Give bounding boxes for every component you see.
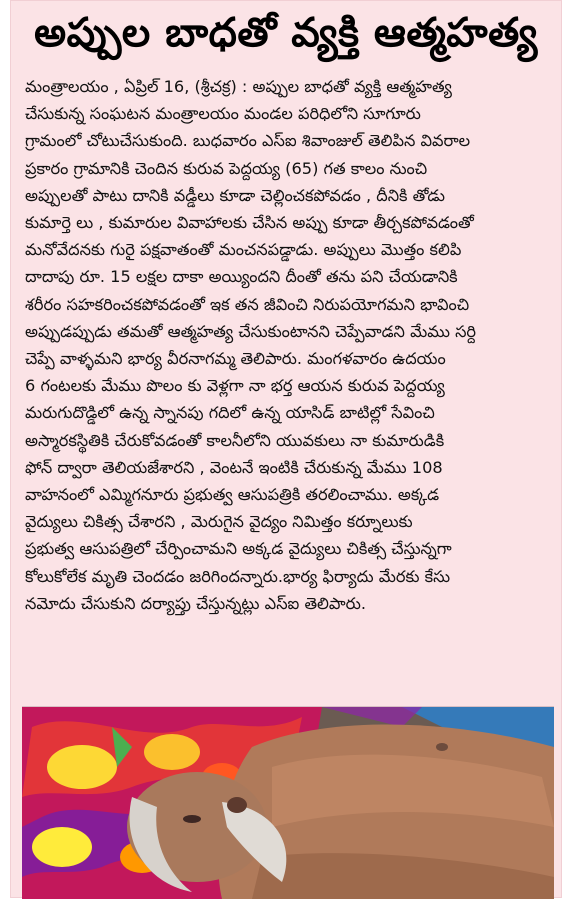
news-photo xyxy=(22,706,554,899)
article-line: వాహనంలో ఎమ్మిగనూరు ప్రభుత్వ ఆసుపత్రికి తరలించాము. అక్కడ xyxy=(25,485,440,505)
article-line: ఫోన్ ద్వారా తెలియజేశారని , వెంటనే ఇంటికి చేరుకున్న మేము 108 xyxy=(25,457,443,477)
article-line: గ్రామంలో చోటుచేసుకుంది. బుధవారం ఎస్ఐ శివాంజుల్ తెలిపిన వివరాల xyxy=(25,131,471,151)
article-line: ప్రభుత్వ ఆసుపత్రిలో చేర్పించామని అక్కడ వైద్యులు చికిత్స చేస్తున్నగా xyxy=(25,539,452,559)
article-line: అప్పుడప్పుడు తమతో ఆత్మహత్య చేసుకుంటానని చెప్పేవాడని మేము సర్ది xyxy=(25,321,477,341)
article-line: వైద్యులు చికిత్స చేశారని , మెరుగైన వైద్యం నిమిత్తం కర్నూలుకు xyxy=(25,512,413,532)
article-line: మంత్రాలయం , ఏప్రిల్ 16, (శ్రీచక్ర) : అప్పుల బాధతో వ్యక్తి ఆత్మహత్య xyxy=(25,77,452,96)
article-line: మనోవేదనకు గురై పక్షవాతంతో మంచనపడ్డాడు. అప్పులు మొత్తం కలిపి xyxy=(25,240,462,260)
article-line: ప్రకారం గ్రామానికి చెందిన కురువ పెద్దయ్య (65) గత కాలం నుంచి xyxy=(25,158,428,178)
article-line: శరీరం సహకరించకపోవడంతో ఇక తన జీవించి నిరుపయోగమని భావించి xyxy=(25,294,470,314)
photo-illustration xyxy=(22,707,554,899)
article-line: చెప్పే వాళ్ళమని భార్య వీరనాగమ్మ తెలిపారు. మంగళవారం ఉదయం xyxy=(25,349,446,369)
article-line: అప్పులతో పాటు దానికి వడ్డీలు కూడా చెల్లించకపోవడం , దీనికి తోడు xyxy=(25,185,445,205)
article-line: చేసుకున్న సంఘటన మంత్రాలయం మండల పరిధిలోని సూగూరు xyxy=(25,104,421,124)
article-line: 6 గంటలకు మేము పొలం కు వెళ్లగా నా భర్త ఆయన కురువ పెద్దయ్య xyxy=(25,376,445,396)
article-line: కుమార్తె లు , కుమారుల వివాహాలకు చేసిన అప్పు కూడా తీర్చకపోవడంతో xyxy=(25,213,474,233)
article-line: నమోదు చేసుకుని దర్యాప్తు చేస్తున్నట్లు ఎస్ఐ తెలిపారు. xyxy=(25,593,366,613)
article-line: అస్మారకస్థితికి చేరుకోవడంతో కాలనీలోని యువకులు నా కుమారుడికి xyxy=(25,430,445,450)
article-line: మరుగుదొడ్డిలో ఉన్న స్నానపు గదిలో ఉన్న యాసిడ్ బాటిల్లో సేవించి xyxy=(25,403,435,423)
article-line: కోలుకోలేక మృతి చెందడం జరిగిందన్నారు.భార్య ఫిర్యాదు మేరకు కేసు xyxy=(25,566,451,586)
article-line: దాదాపు రూ. 15 లక్షల దాకా అయ్యిందని దీంతో తను పని చేయడానికి xyxy=(25,267,458,287)
headline: అప్పుల బాధతో వ్యక్తి ఆత్మహత్య xyxy=(34,10,538,56)
article-body xyxy=(25,73,553,617)
